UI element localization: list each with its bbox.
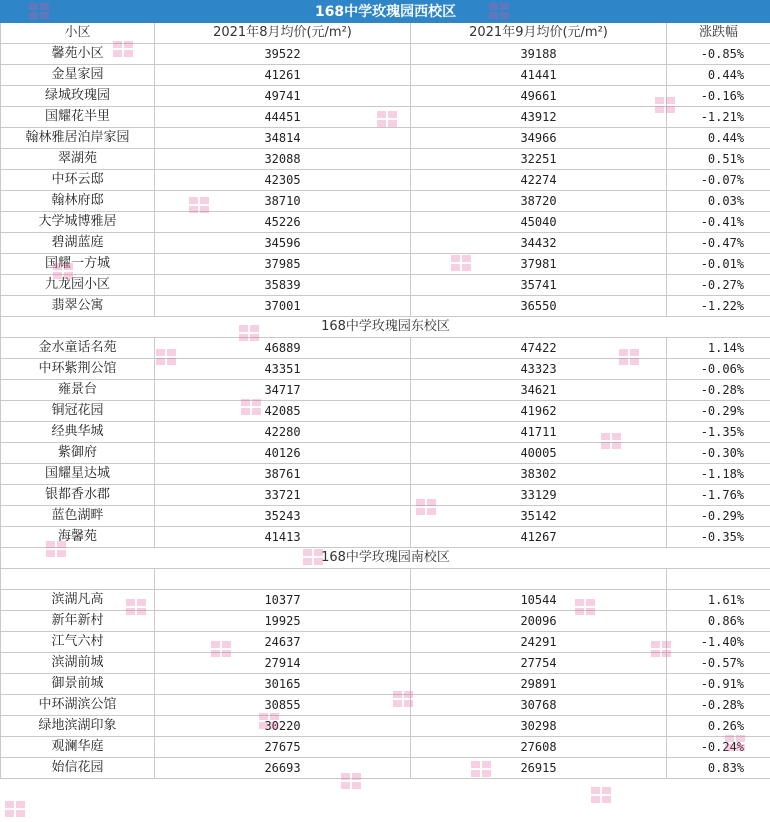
cell-sep-price: 24291 xyxy=(411,632,667,653)
cell-aug-price: 41413 xyxy=(155,527,411,548)
cell-sep-price: 47422 xyxy=(411,338,667,359)
cell-sep-price: 36550 xyxy=(411,296,667,317)
cell-community: 馨苑小区 xyxy=(1,44,155,65)
cell-aug-price: 10377 xyxy=(155,590,411,611)
table-row xyxy=(1,212,770,233)
cell-aug-price: 35839 xyxy=(155,275,411,296)
cell-change: -0.29% xyxy=(667,506,770,527)
cell-community: 新年新村 xyxy=(1,611,155,632)
header-change: 涨跌幅 xyxy=(667,23,770,44)
cell-community: 御景前城 xyxy=(1,674,155,695)
table-row xyxy=(1,590,770,611)
table-row xyxy=(1,107,770,128)
cell-community: 经典华城 xyxy=(1,422,155,443)
cell-change: -0.07% xyxy=(667,170,770,191)
cell-community: 翰林府邸 xyxy=(1,191,155,212)
cell-change: 0.03% xyxy=(667,191,770,212)
blank-cell xyxy=(1,569,155,590)
cell-community: 国耀星达城 xyxy=(1,464,155,485)
cell-sep-price: 34621 xyxy=(411,380,667,401)
table-row xyxy=(1,674,770,695)
cell-sep-price: 45040 xyxy=(411,212,667,233)
cell-aug-price: 33721 xyxy=(155,485,411,506)
cell-community: 海馨苑 xyxy=(1,527,155,548)
cell-change: -1.40% xyxy=(667,632,770,653)
table-row xyxy=(1,380,770,401)
cell-community: 雍景台 xyxy=(1,380,155,401)
section-title: 168中学玫瑰园南校区 xyxy=(1,548,770,569)
cell-community: 中环湖滨公馆 xyxy=(1,695,155,716)
cell-change: 0.44% xyxy=(667,65,770,86)
cell-aug-price: 37985 xyxy=(155,254,411,275)
cell-aug-price: 43351 xyxy=(155,359,411,380)
table-row xyxy=(1,527,770,548)
cell-sep-price: 34966 xyxy=(411,128,667,149)
cell-sep-price: 41962 xyxy=(411,401,667,422)
watermark-icon xyxy=(4,800,26,818)
cell-aug-price: 38710 xyxy=(155,191,411,212)
cell-aug-price: 42085 xyxy=(155,401,411,422)
cell-aug-price: 42280 xyxy=(155,422,411,443)
cell-aug-price: 44451 xyxy=(155,107,411,128)
cell-sep-price: 27754 xyxy=(411,653,667,674)
cell-change: -0.57% xyxy=(667,653,770,674)
cell-change: -1.76% xyxy=(667,485,770,506)
cell-sep-price: 41267 xyxy=(411,527,667,548)
cell-sep-price: 26915 xyxy=(411,758,667,779)
header-sep-price: 2021年9月均价(元/m²) xyxy=(411,23,667,44)
table-row xyxy=(1,611,770,632)
cell-change: -1.18% xyxy=(667,464,770,485)
table-row xyxy=(1,170,770,191)
cell-community: 翠湖苑 xyxy=(1,149,155,170)
section-header-row xyxy=(1,548,770,569)
table-row xyxy=(1,359,770,380)
table-row xyxy=(1,338,770,359)
table-row xyxy=(1,275,770,296)
table-row xyxy=(1,422,770,443)
cell-aug-price: 46889 xyxy=(155,338,411,359)
cell-sep-price: 41441 xyxy=(411,65,667,86)
cell-sep-price: 32251 xyxy=(411,149,667,170)
cell-community: 碧湖蓝庭 xyxy=(1,233,155,254)
cell-community: 绿地滨湖印象 xyxy=(1,716,155,737)
cell-aug-price: 41261 xyxy=(155,65,411,86)
cell-change: -0.06% xyxy=(667,359,770,380)
cell-change: 0.51% xyxy=(667,149,770,170)
table-title-row xyxy=(1,1,770,23)
cell-community: 铜冠花园 xyxy=(1,401,155,422)
cell-aug-price: 37001 xyxy=(155,296,411,317)
table-row xyxy=(1,191,770,212)
table-row xyxy=(1,443,770,464)
cell-aug-price: 34717 xyxy=(155,380,411,401)
cell-aug-price: 34596 xyxy=(155,233,411,254)
cell-sep-price: 20096 xyxy=(411,611,667,632)
table-row xyxy=(1,653,770,674)
cell-sep-price: 34432 xyxy=(411,233,667,254)
cell-aug-price: 30220 xyxy=(155,716,411,737)
cell-sep-price: 35142 xyxy=(411,506,667,527)
table-row xyxy=(1,485,770,506)
table-row xyxy=(1,758,770,779)
cell-sep-price: 30298 xyxy=(411,716,667,737)
cell-sep-price: 40005 xyxy=(411,443,667,464)
cell-community: 蓝色湖畔 xyxy=(1,506,155,527)
cell-aug-price: 45226 xyxy=(155,212,411,233)
cell-sep-price: 38302 xyxy=(411,464,667,485)
cell-sep-price: 29891 xyxy=(411,674,667,695)
cell-change: -0.28% xyxy=(667,380,770,401)
cell-community: 翡翠公寓 xyxy=(1,296,155,317)
table-row xyxy=(1,296,770,317)
cell-community: 滨湖前城 xyxy=(1,653,155,674)
table-row xyxy=(1,86,770,107)
blank-row xyxy=(1,569,770,590)
cell-change: -0.30% xyxy=(667,443,770,464)
table-row xyxy=(1,65,770,86)
section-header-row xyxy=(1,317,770,338)
table-row xyxy=(1,254,770,275)
cell-sep-price: 43323 xyxy=(411,359,667,380)
cell-community: 观澜华庭 xyxy=(1,737,155,758)
cell-change: -0.16% xyxy=(667,86,770,107)
cell-aug-price: 39522 xyxy=(155,44,411,65)
cell-sep-price: 33129 xyxy=(411,485,667,506)
cell-change: -0.35% xyxy=(667,527,770,548)
table-row xyxy=(1,695,770,716)
cell-sep-price: 35741 xyxy=(411,275,667,296)
table-row xyxy=(1,149,770,170)
cell-sep-price: 38720 xyxy=(411,191,667,212)
cell-community: 国耀一方城 xyxy=(1,254,155,275)
table-row xyxy=(1,632,770,653)
cell-aug-price: 40126 xyxy=(155,443,411,464)
cell-aug-price: 30165 xyxy=(155,674,411,695)
section-title: 168中学玫瑰园东校区 xyxy=(1,317,770,338)
cell-change: -0.24% xyxy=(667,737,770,758)
cell-change: 0.44% xyxy=(667,128,770,149)
table-row xyxy=(1,44,770,65)
cell-community: 翰林雅居泊岸家园 xyxy=(1,128,155,149)
cell-sep-price: 30768 xyxy=(411,695,667,716)
cell-sep-price: 41711 xyxy=(411,422,667,443)
cell-community: 紫御府 xyxy=(1,443,155,464)
cell-aug-price: 35243 xyxy=(155,506,411,527)
cell-sep-price: 27608 xyxy=(411,737,667,758)
cell-change: -1.22% xyxy=(667,296,770,317)
cell-change: 0.26% xyxy=(667,716,770,737)
table-row xyxy=(1,506,770,527)
cell-aug-price: 30855 xyxy=(155,695,411,716)
cell-change: -0.01% xyxy=(667,254,770,275)
header-community: 小区 xyxy=(1,23,155,44)
cell-community: 滨湖凡高 xyxy=(1,590,155,611)
cell-change: 0.83% xyxy=(667,758,770,779)
cell-change: -0.85% xyxy=(667,44,770,65)
cell-aug-price: 27675 xyxy=(155,737,411,758)
cell-community: 始信花园 xyxy=(1,758,155,779)
watermark-icon xyxy=(590,786,612,804)
cell-change: -0.41% xyxy=(667,212,770,233)
cell-sep-price: 49661 xyxy=(411,86,667,107)
cell-aug-price: 19925 xyxy=(155,611,411,632)
cell-aug-price: 27914 xyxy=(155,653,411,674)
table-row xyxy=(1,737,770,758)
cell-change: 1.61% xyxy=(667,590,770,611)
cell-community: 大学城博雅居 xyxy=(1,212,155,233)
cell-change: -0.29% xyxy=(667,401,770,422)
cell-sep-price: 39188 xyxy=(411,44,667,65)
cell-aug-price: 42305 xyxy=(155,170,411,191)
cell-sep-price: 10544 xyxy=(411,590,667,611)
blank-cell xyxy=(155,569,411,590)
table-row xyxy=(1,716,770,737)
table-row xyxy=(1,233,770,254)
cell-sep-price: 43912 xyxy=(411,107,667,128)
cell-change: -0.28% xyxy=(667,695,770,716)
cell-change: -0.27% xyxy=(667,275,770,296)
cell-sep-price: 42274 xyxy=(411,170,667,191)
header-aug-price: 2021年8月均价(元/m²) xyxy=(155,23,411,44)
table-row xyxy=(1,464,770,485)
blank-cell xyxy=(411,569,667,590)
cell-community: 绿城玫瑰园 xyxy=(1,86,155,107)
cell-change: 1.14% xyxy=(667,338,770,359)
cell-community: 江气六村 xyxy=(1,632,155,653)
cell-community: 金水童话名苑 xyxy=(1,338,155,359)
cell-change: 0.86% xyxy=(667,611,770,632)
cell-change: -0.91% xyxy=(667,674,770,695)
table-row xyxy=(1,128,770,149)
cell-aug-price: 26693 xyxy=(155,758,411,779)
cell-change: -1.35% xyxy=(667,422,770,443)
table-row xyxy=(1,401,770,422)
cell-community: 九龙园小区 xyxy=(1,275,155,296)
cell-aug-price: 38761 xyxy=(155,464,411,485)
cell-community: 中环云邸 xyxy=(1,170,155,191)
cell-change: -0.47% xyxy=(667,233,770,254)
price-table-body xyxy=(1,1,770,779)
table-header-row xyxy=(1,23,770,44)
cell-sep-price: 37981 xyxy=(411,254,667,275)
cell-community: 银都香水郡 xyxy=(1,485,155,506)
cell-community: 中环紫荆公馆 xyxy=(1,359,155,380)
cell-community: 国耀花半里 xyxy=(1,107,155,128)
cell-change: -1.21% xyxy=(667,107,770,128)
cell-community: 金星家园 xyxy=(1,65,155,86)
cell-aug-price: 24637 xyxy=(155,632,411,653)
table-title: 168中学玫瑰园西校区 xyxy=(1,1,770,23)
cell-aug-price: 49741 xyxy=(155,86,411,107)
cell-aug-price: 32088 xyxy=(155,149,411,170)
blank-cell xyxy=(667,569,770,590)
cell-aug-price: 34814 xyxy=(155,128,411,149)
